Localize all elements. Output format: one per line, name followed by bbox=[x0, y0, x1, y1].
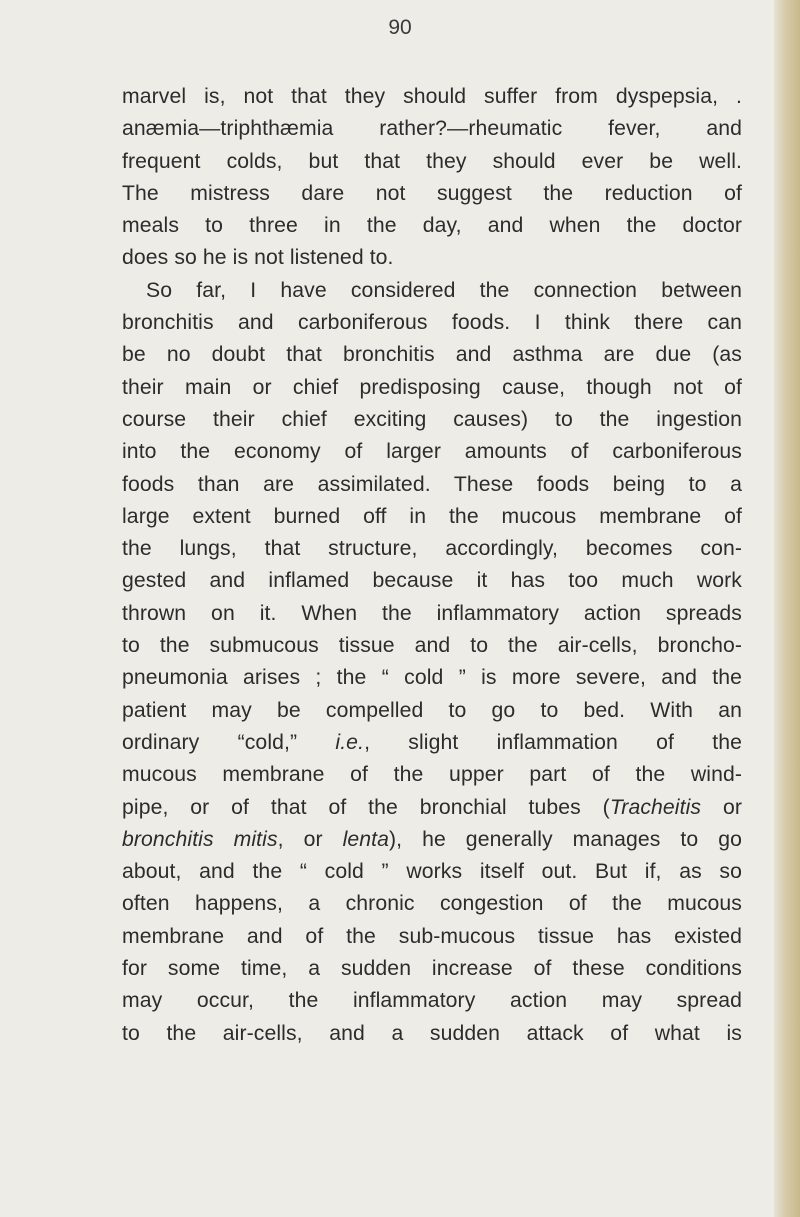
page-edge-shadow bbox=[774, 0, 800, 1217]
text-line bbox=[122, 727, 742, 759]
text-line bbox=[122, 792, 742, 824]
text-line: gested and inflamed because it has too much work bbox=[122, 569, 742, 593]
body-text bbox=[122, 81, 742, 1050]
text-line: meals to three in the day, and when the doctor bbox=[122, 214, 742, 238]
text-line: the lungs, that structure, accordingly, becomes con- bbox=[122, 537, 742, 561]
text-line: to the air-cells, and a sudden attack of what is bbox=[122, 1021, 742, 1045]
text-line: thrown on it. When the inflammatory action spreads bbox=[122, 601, 742, 625]
text-line bbox=[122, 824, 742, 856]
italic-term: bronchitis mitis bbox=[122, 827, 278, 851]
text-line: So far, I have considered the connection between bbox=[146, 278, 742, 302]
text-line: to the submucous tissue and to the air-cells, broncho- bbox=[122, 634, 742, 658]
text-line: course their chief exciting causes) to the ingestion bbox=[122, 407, 742, 431]
italic-term: Tracheitis bbox=[609, 795, 702, 819]
text-line: for some time, a sudden increase of these conditions bbox=[122, 957, 742, 981]
text-line: bronchitis and carboniferous foods. I think there can bbox=[122, 311, 742, 335]
text-line: pneumonia arises ; the “ cold ” is more severe, and the bbox=[122, 666, 742, 690]
text-line: about, and the “ cold ” works itself out. But if, as so bbox=[122, 860, 742, 884]
text-line: mucous membrane of the upper part of the wind- bbox=[122, 763, 742, 787]
text-line: be no doubt that bronchitis and asthma are due (as bbox=[122, 343, 742, 367]
italic-term: i.e. bbox=[335, 730, 365, 754]
text-line: patient may be compelled to go to bed. With an bbox=[122, 698, 742, 722]
text-segment: , or bbox=[277, 827, 343, 851]
text-line: may occur, the inflammatory action may spread bbox=[122, 989, 742, 1013]
page-number: 90 bbox=[388, 16, 412, 39]
text-line: does so he is not listened to. bbox=[122, 246, 394, 270]
text-line: large extent burned off in the mucous membrane of bbox=[122, 504, 742, 528]
text-line: marvel is, not that they should suffer from dyspepsia, . bbox=[122, 85, 742, 108]
text-line: into the economy of larger amounts of carboniferous bbox=[122, 440, 742, 464]
text-segment: or bbox=[701, 795, 742, 819]
text-segment: ), he generally manages to go bbox=[389, 827, 742, 851]
text-line: often happens, a chronic congestion of the mucous bbox=[122, 892, 742, 916]
italic-term: lenta bbox=[342, 827, 390, 851]
text-line: The mistress dare not suggest the reduction of bbox=[122, 181, 742, 205]
text-line: frequent colds, but that they should ever be well. bbox=[122, 149, 742, 173]
text-segment: ordinary “cold,” bbox=[122, 730, 336, 754]
text-segment: pipe, or of that of the bronchial tubes ( bbox=[122, 795, 610, 819]
text-line: their main or chief predisposing cause, though not of bbox=[122, 375, 742, 399]
text-segment: , slight inflammation of the bbox=[364, 730, 742, 754]
text-line: foods than are assimilated. These foods being to a bbox=[122, 472, 742, 496]
text-line: membrane and of the sub-mucous tissue has existed bbox=[122, 924, 742, 948]
text-line: anæmia—triphthæmia rather?—rheumatic fever, and bbox=[122, 117, 742, 141]
